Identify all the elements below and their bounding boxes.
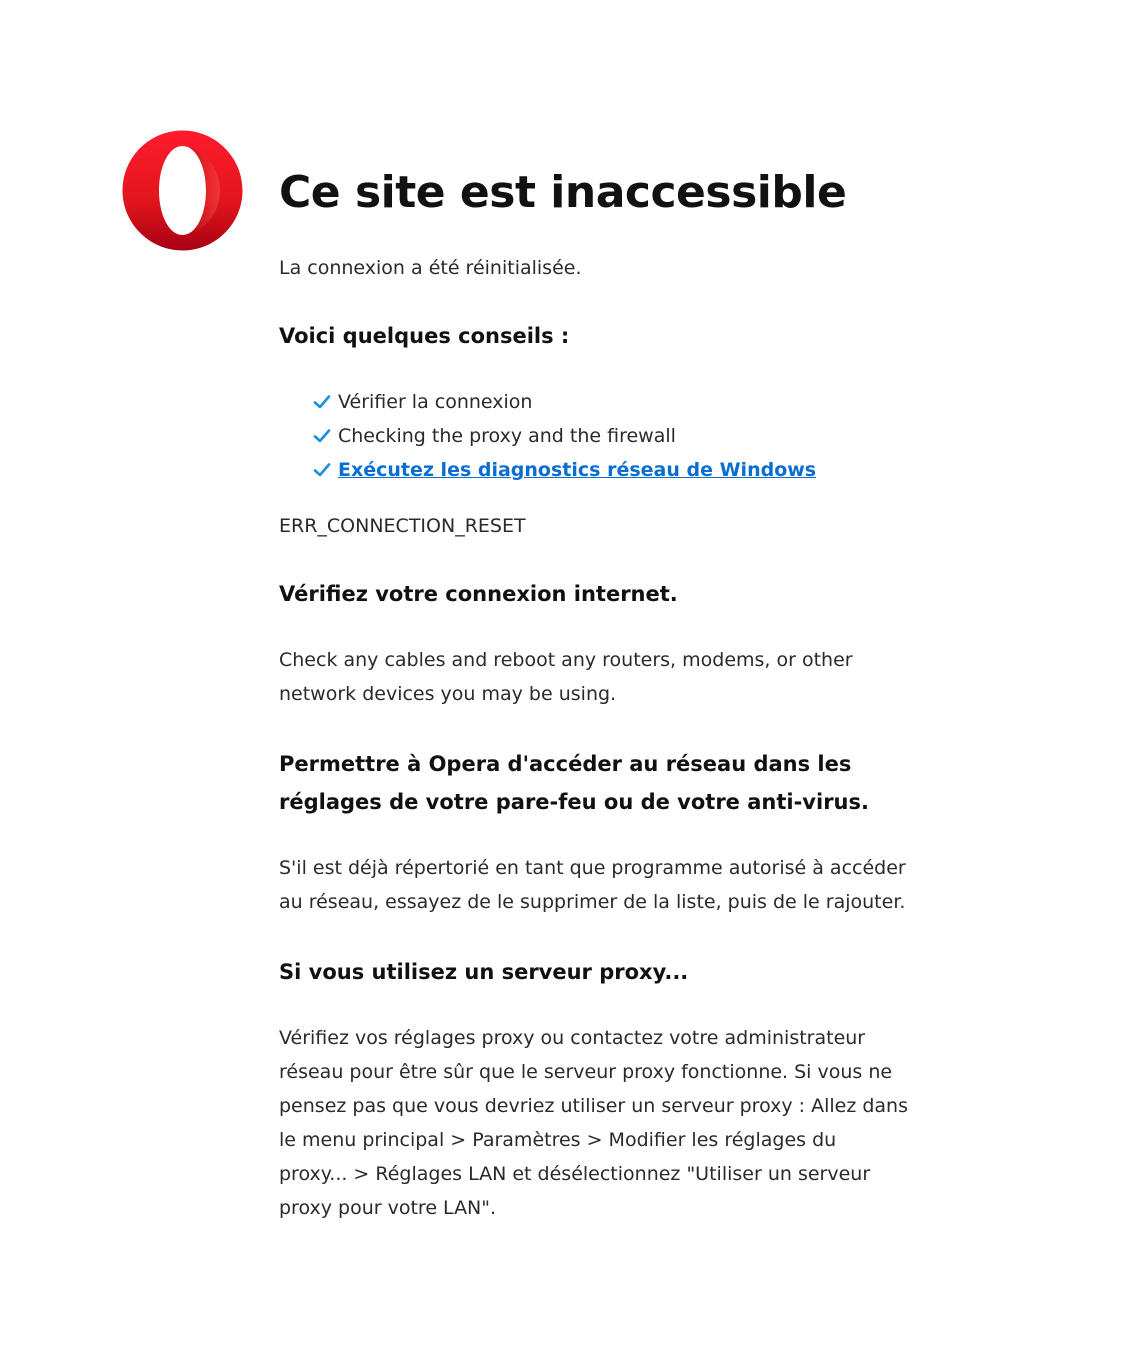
list-item [313, 419, 909, 453]
tip-text: Checking the proxy and the firewall [338, 425, 676, 447]
page-title: Ce site est inaccessible [279, 167, 847, 218]
section-body-proxy: Vérifiez vos réglages proxy ou contactez votre administrateur réseau pour être sûr que le serveur proxy fonctionne. Si vous ne pensez pas que vous devriez utiliser un serveur proxy : Allez dans le menu principal > Paramètres > Modifier les réglages du proxy... > Réglages LAN et désélectionnez "Utiliser un serveur proxy pour votre LAN". [279, 1027, 908, 1219]
tips-heading: Voici quelques conseils : [279, 324, 570, 348]
section-body-firewall: S'il est déjà répertorié en tant que programme autorisé à accéder au réseau, essayez de le supprimer de la liste, puis de le rajouter. [279, 857, 906, 913]
error-content [279, 160, 909, 1225]
section-body-internet: Check any cables and reboot any routers, modems, or other network devices you may be using. [279, 649, 853, 705]
opera-logo-icon [122, 130, 243, 251]
error-subtitle: La connexion a été réinitialisée. [279, 257, 582, 279]
section-heading-internet: Vérifiez votre connexion internet. [279, 582, 678, 606]
run-network-diagnostics-link[interactable]: Exécutez les diagnostics réseau de Windows [338, 459, 817, 481]
check-icon [313, 461, 331, 479]
check-icon [313, 427, 331, 445]
section-heading-proxy: Si vous utilisez un serveur proxy... [279, 960, 689, 984]
tip-text: Vérifier la connexion [338, 391, 533, 413]
check-icon [313, 393, 331, 411]
section-heading-firewall: Permettre à Opera d'accéder au réseau dans les réglages de votre pare-feu ou de votre anti-virus. [279, 752, 869, 814]
list-item [313, 453, 909, 487]
list-item [313, 385, 909, 419]
error-code: ERR_CONNECTION_RESET [279, 515, 526, 537]
tips-list [279, 385, 909, 487]
